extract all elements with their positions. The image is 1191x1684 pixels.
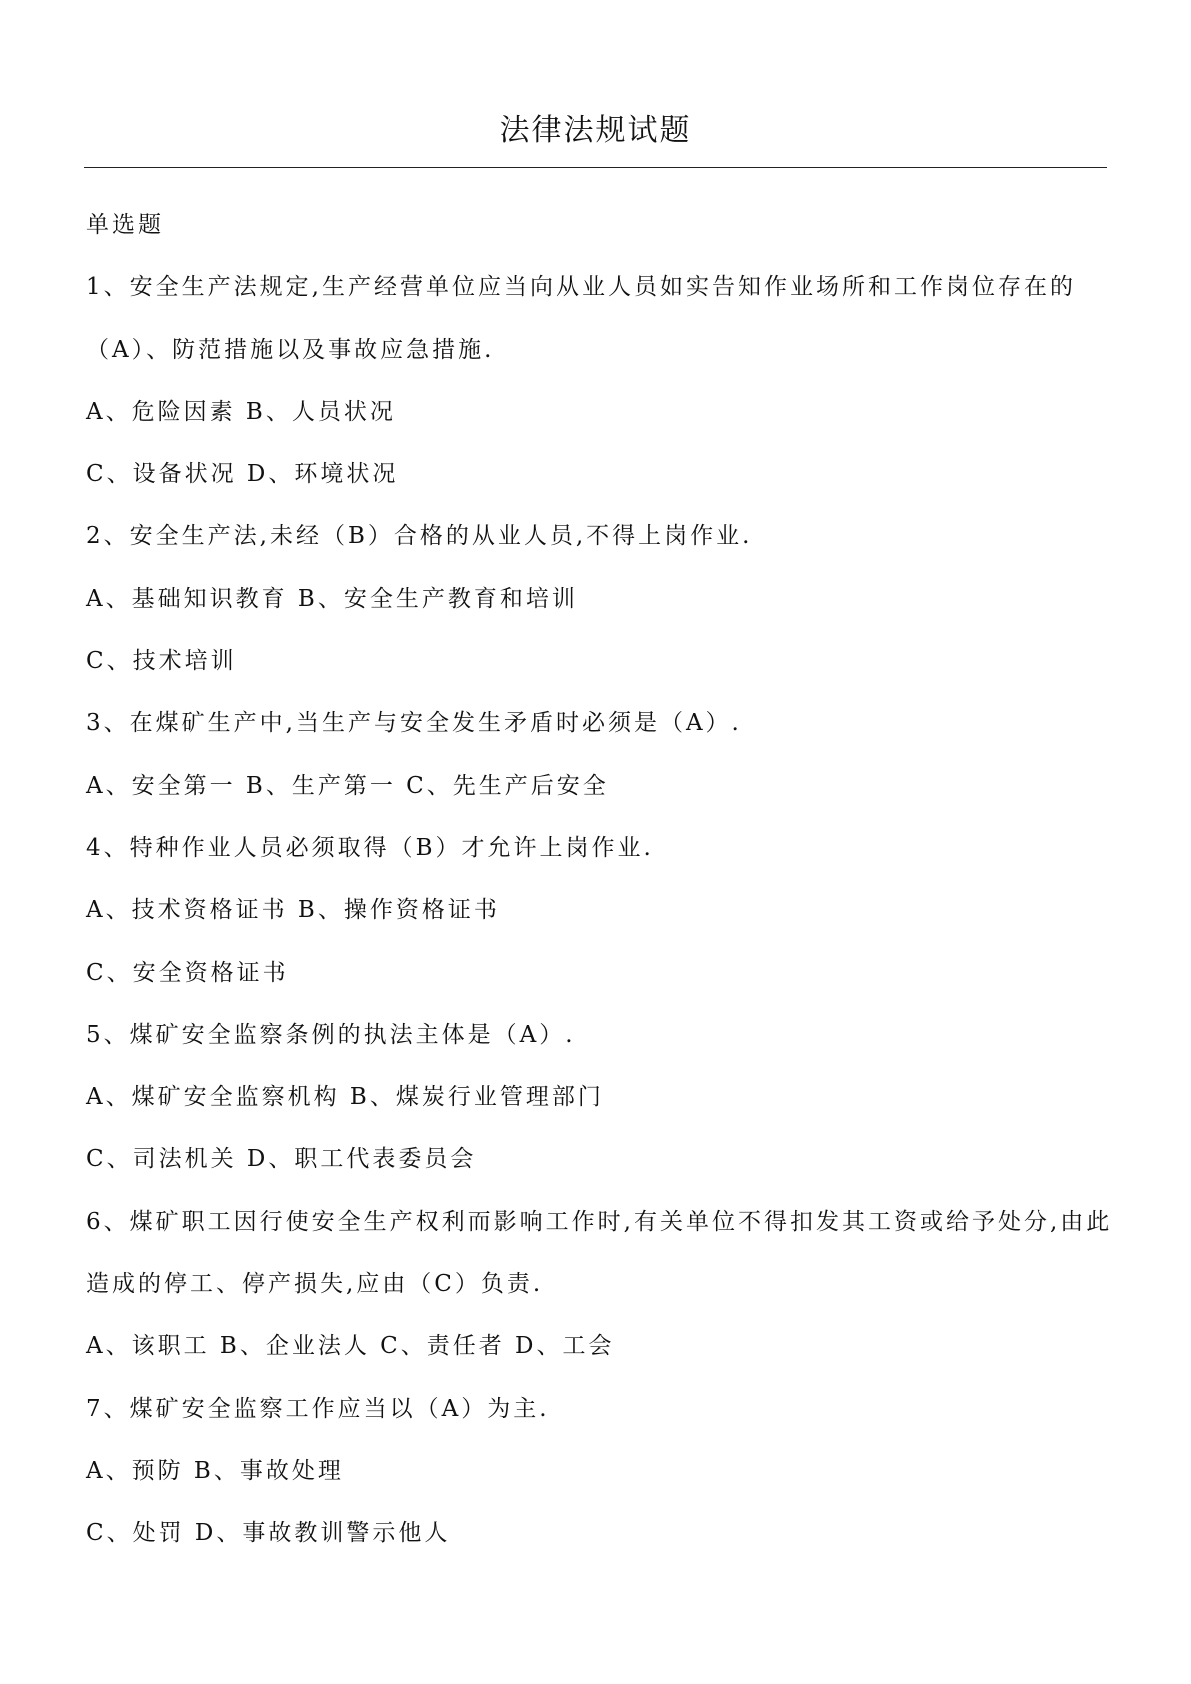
question-options: C、技术培训 <box>86 648 237 675</box>
question-stem: 3、在煤矿生产中,当生产与安全发生矛盾时必须是（A）. <box>86 710 742 737</box>
question-options: A、技术资格证书 B、操作资格证书 <box>86 897 500 924</box>
question-6 <box>86 1191 1146 1378</box>
section-heading: 单选题 <box>86 212 164 238</box>
document-title: 法律法规试题 <box>499 113 692 148</box>
question-options: A、煤矿安全监察机构 B、煤炭行业管理部门 <box>86 1084 604 1111</box>
question-options: C、安全资格证书 <box>86 959 289 986</box>
question-options: A、该职工 B、企业法人 C、责任者 D、工会 <box>86 1333 615 1360</box>
question-stem: 5、煤矿安全监察条例的执法主体是（A）. <box>86 1021 576 1048</box>
question-options: C、设备状况 D、环境状况 <box>86 461 399 488</box>
question-stem: 1、安全生产法规定,生产经营单位应当向从业人员如实告知作业场所和工作岗位存在的 <box>86 274 1076 301</box>
question-stem: 6、煤矿职工因行使安全生产权利而影响工作时,有关单位不得扣发其工资或给予处分,由此 <box>86 1208 1113 1235</box>
question-stem: 2、安全生产法,未经（B）合格的从业人员,不得上岗作业. <box>86 523 753 550</box>
question-stem: 造成的停工、停产损失,应由（C）负责. <box>86 1271 544 1298</box>
question-options: A、安全第一 B、生产第一 C、先生产后安全 <box>86 772 609 799</box>
question-stem: 4、特种作业人员必须取得（B）才允许上岗作业. <box>86 834 654 861</box>
question-5 <box>86 1004 1146 1191</box>
question-4 <box>86 817 1146 1004</box>
question-options: C、司法机关 D、职工代表委员会 <box>86 1146 477 1173</box>
question-options: A、预防 B、事故处理 <box>86 1457 344 1484</box>
question-1 <box>86 256 1146 505</box>
document-body <box>86 194 1146 1565</box>
title-divider <box>84 167 1107 168</box>
question-7 <box>86 1378 1146 1565</box>
question-options: C、处罚 D、事故教训警示他人 <box>86 1520 451 1547</box>
question-stem: （A）、防范措施以及事故应急措施. <box>86 336 495 363</box>
question-options: A、危险因素 B、人员状况 <box>86 398 396 425</box>
question-2 <box>86 505 1146 692</box>
question-options: A、基础知识教育 B、安全生产教育和培训 <box>86 585 578 612</box>
question-stem: 7、煤矿安全监察工作应当以（A）为主. <box>86 1395 550 1422</box>
question-3 <box>86 692 1146 817</box>
